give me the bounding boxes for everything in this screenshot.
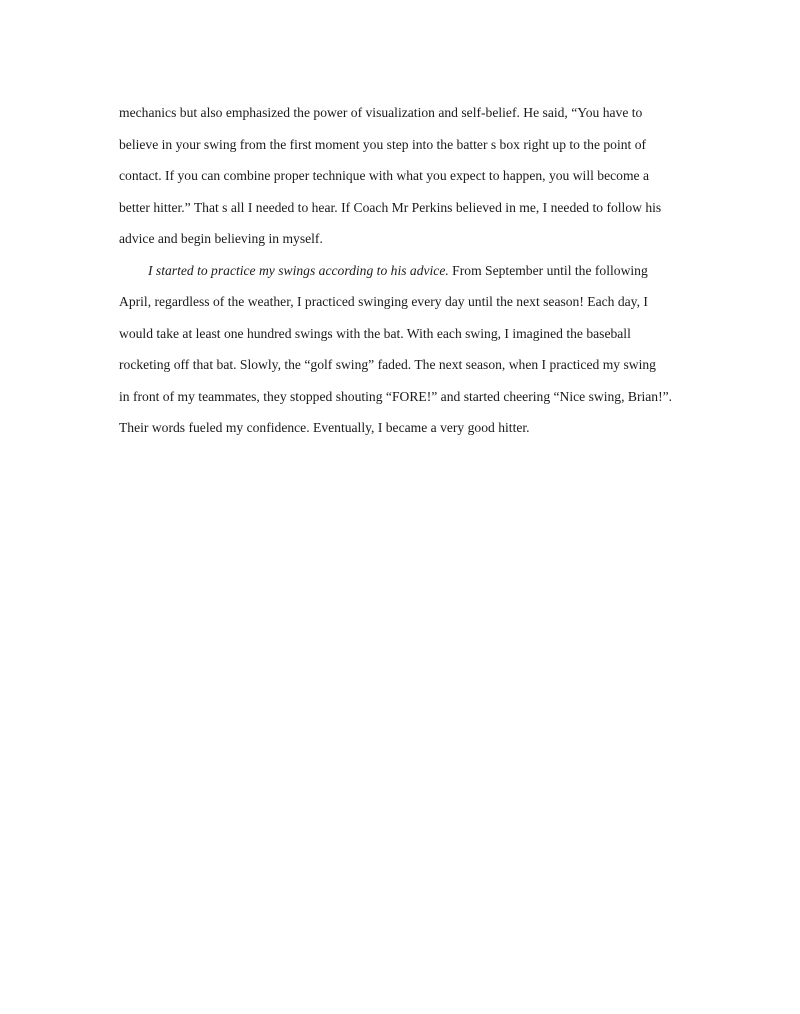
paragraph-first-line xyxy=(119,257,689,289)
paragraph-2 xyxy=(119,257,689,446)
paragraph-line: believe in your swing from the first moment you step into the batter s box right up to the point of xyxy=(119,136,647,152)
italic-sentence: I started to practice my swings according to his advice. xyxy=(148,262,449,278)
paragraph-line: April, regardless of the weather, I practiced swinging every day until the next season! Each day, I xyxy=(119,294,648,309)
first-line-rest: From September until the following xyxy=(448,262,648,278)
paragraph-line: would take at least one hundred swings with the bat. With each swing, I imagined the baseball xyxy=(119,325,631,341)
paragraph-1 xyxy=(119,99,689,257)
paragraph-line: Their words fueled my confidence. Eventually, I became a very good hitter. xyxy=(119,420,530,435)
paragraph-line: in front of my teammates, they stopped shouting “FORE!” and started cheering “Nice swing, Brian!”. xyxy=(119,388,673,404)
paragraph-line: rocketing off that bat. Slowly, the “golf swing” faded. The next season, when I practiced my swing xyxy=(119,357,656,372)
paragraph-line: contact. If you can combine proper technique with what you expect to happen, you will become a xyxy=(119,168,649,183)
document-body xyxy=(119,99,689,446)
paragraph-line: advice and begin believing in myself. xyxy=(119,231,323,246)
paragraph-line: mechanics but also emphasized the power of visualization and self-belief. He said, “You have to xyxy=(119,105,643,120)
paragraph-line: better hitter.” That s all I needed to hear. If Coach Mr Perkins believed in me, I needed to follow his xyxy=(119,199,662,215)
